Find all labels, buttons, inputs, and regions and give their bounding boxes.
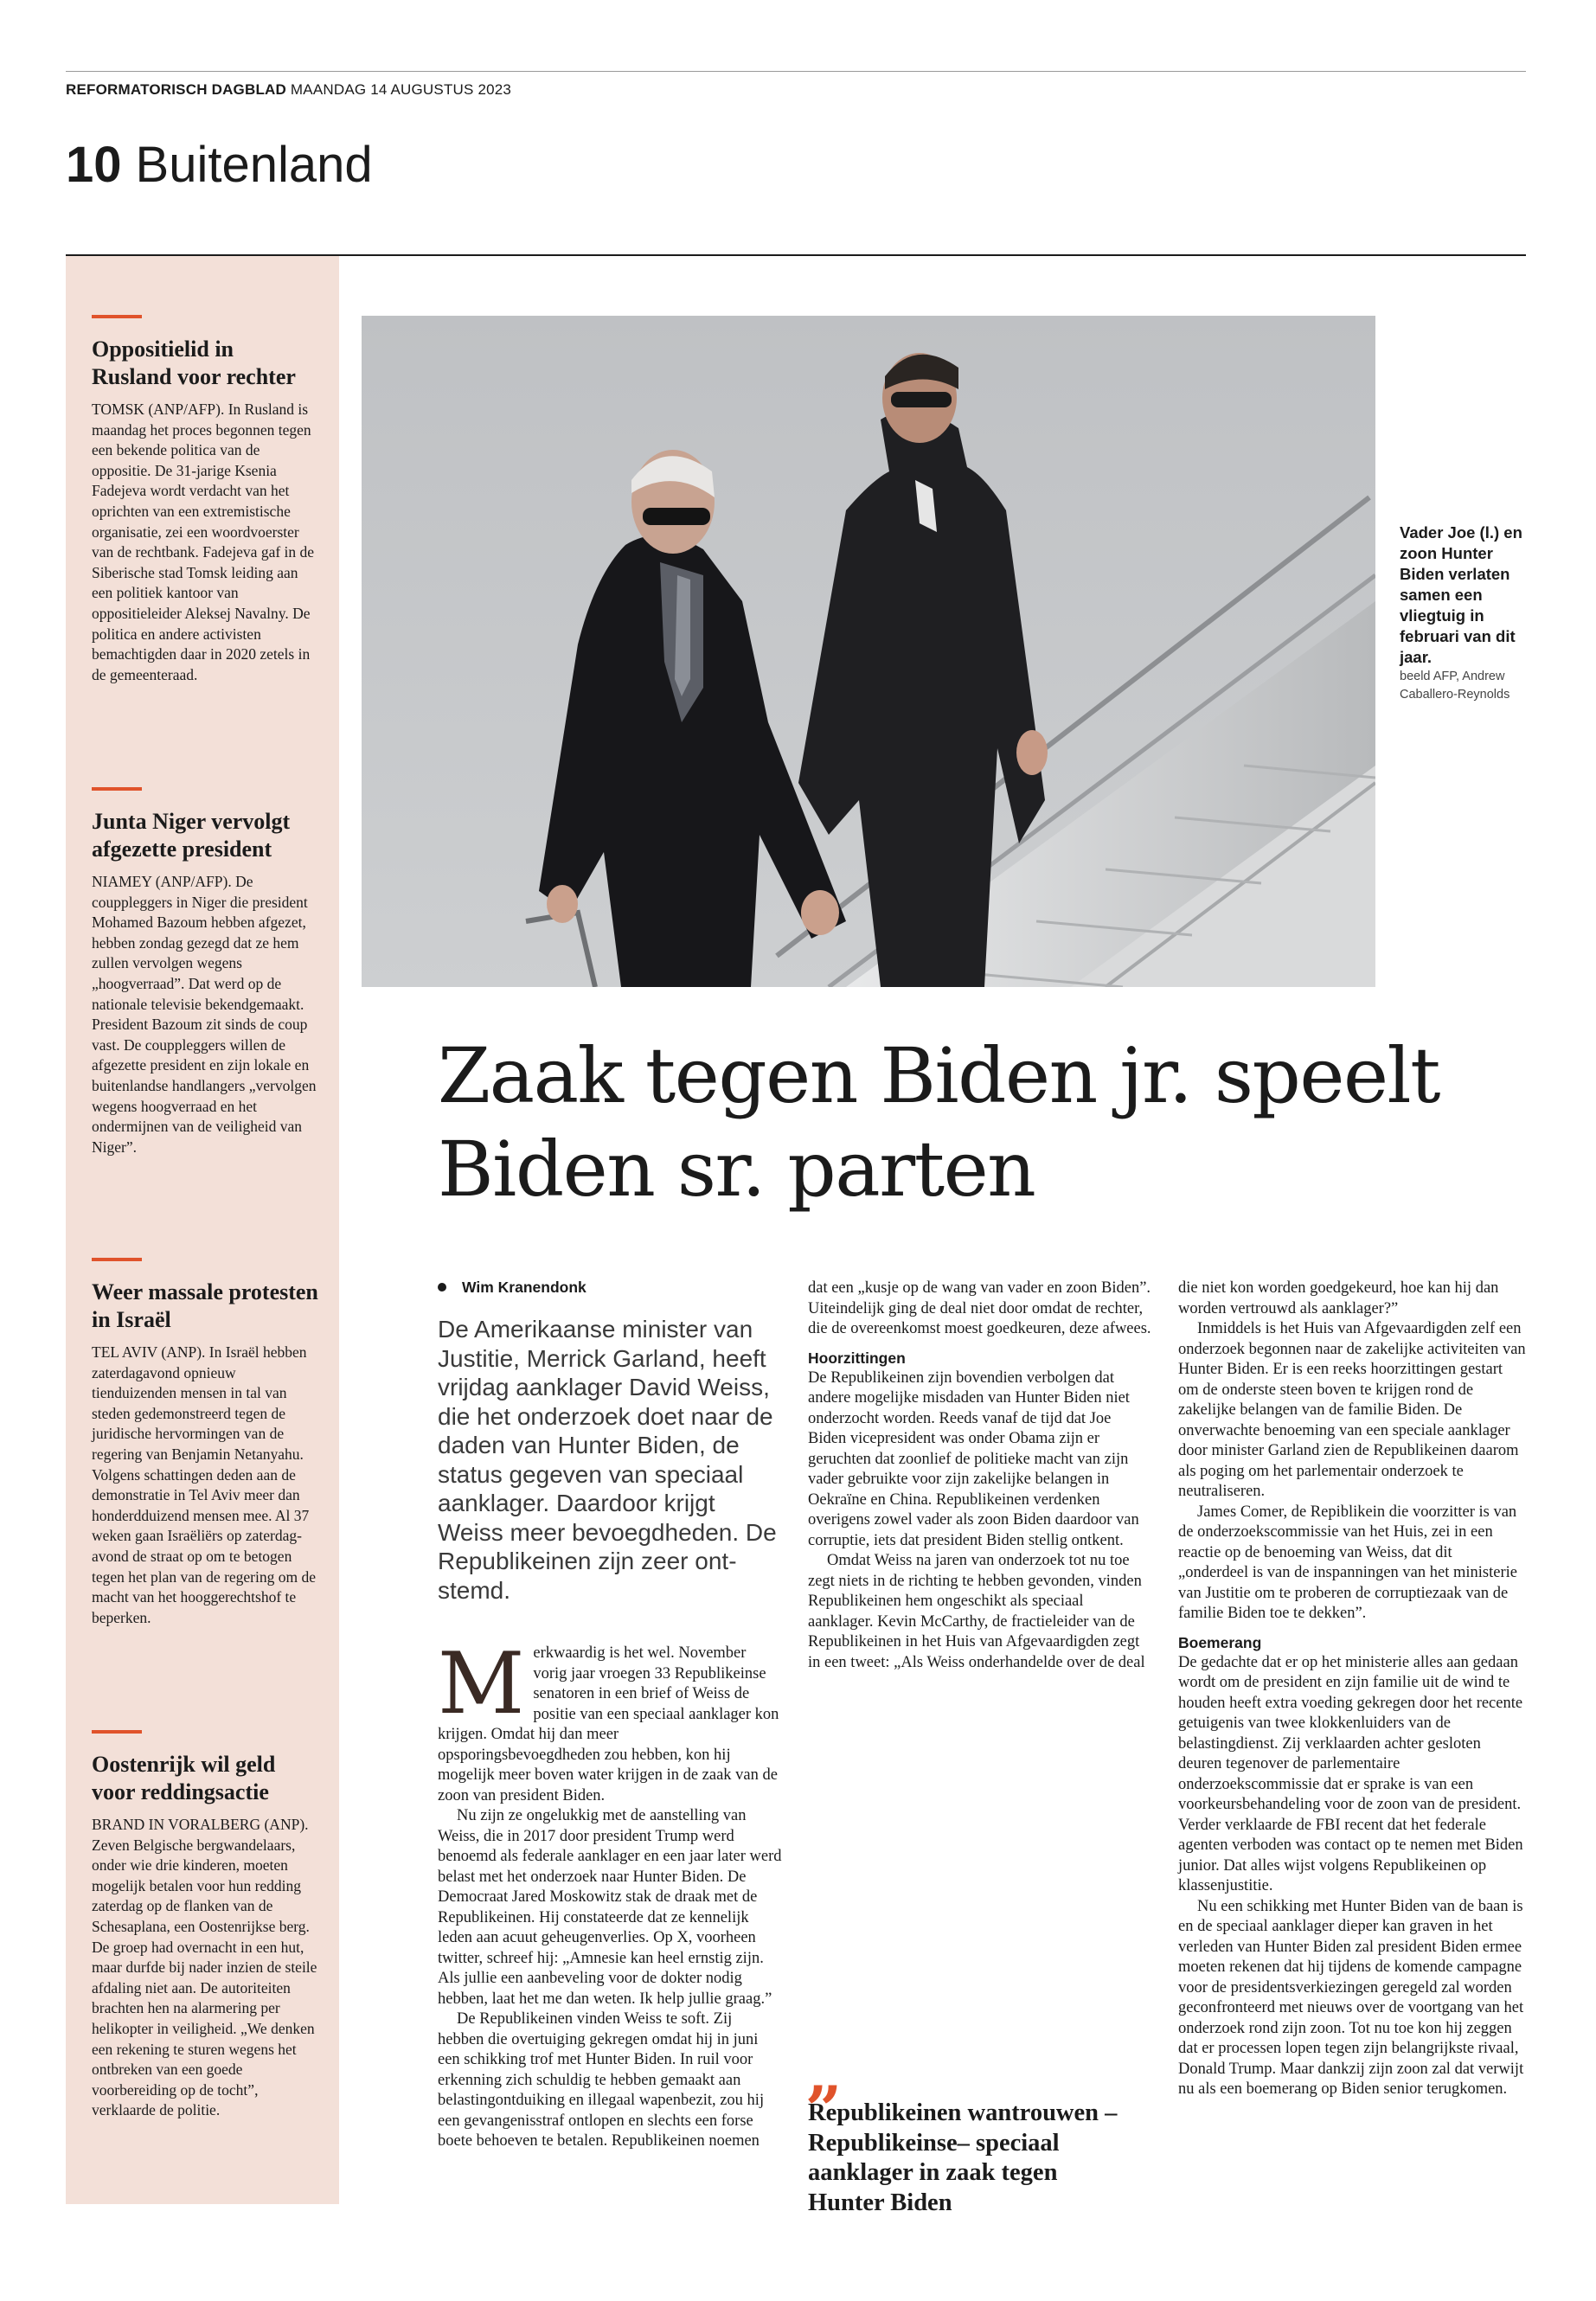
- brief-accent-dash: [92, 1258, 142, 1261]
- brief-body: TEL AVIV (ANP). In Israël hebben zaterdagavond opnieuw tienduizenden mensen in tal van steden gedemonstreerd tegen de juridische hervormingen van de regering van Benjamin Netanyahu. Volgens schattingen deden aan de demonstratie in Tel Aviv meer dan honderdduizend mensen mee. Al 37 weken gaan Israëliërs op zaterdagavond de straat op om te betogen tegen het plan van de regering om de macht van het hooggerechtshof te beperken.: [92, 1343, 316, 1626]
- article-column-3: [1178, 1279, 1526, 2100]
- body-paragraph: Nu zijn ze ongelukkig met de aanstelling van Weiss, die in 2017 door president Trump werd benoemd als federale aanklager en een jaar later werd belast met het onderzoek naar Hunter Biden. De Democraat Jared Moskowitz stak de draak met de Republikeinen. Hij constateerde dat ze kennelijk leden aan acuut geheugenverlies. Op X, voorheen twitter, schreef hij: „Amnesie kan heel ernstig zijn. Als jullie een aanbeveling voor de dokter nodig hebben, laat het me dan weten. Ik help jullie graag.”: [438, 1807, 782, 2008]
- body-paragraph: De Republikeinen zijn bovendien verbolgen dat andere mogelijke misdaden van Hunter Biden niet onderzocht worden. Reeds vanaf de tijd dat Joe Biden vicepresident was onder Obama zijn er geruchten dat zoonlief de politieke macht van zijn vader gebruikte voor zijn zakelijke belangen in Oekraïne en China. Republikeinen verdenken overigens zowel vader als zoon Biden daardoor van corruptie, iets dat president Biden stellig ontkent.: [808, 1368, 1139, 1549]
- brief-item: [92, 1258, 318, 1628]
- brief-title: Oppositielid in Rusland voor rechter: [92, 336, 296, 389]
- pull-quote: Republikeinen wantrouwen –Republikeinse– speciaal aanklager in zaak tegen Hunter Biden: [808, 2099, 1118, 2216]
- top-rule: [66, 71, 1526, 72]
- body-paragraph: Inmiddels is het Huis van Afgevaardigden zelf een onderzoek begonnen naar de zakelijke activiteiten van Hunter Biden. Er is een reeks hoorzittingen gestart om de onderste steen boven te krijgen rond de zakelijke belangen van de familie Biden. De onverwachte benoeming van een speciale aanklager door minister Garland zien de Republikeinen daarom als poging om het parlementair onderzoek te neutraliseren.: [1178, 1320, 1526, 1500]
- article-column-1: [438, 1635, 782, 2152]
- masthead: [66, 81, 511, 99]
- masthead-date: MAANDAG 14 AUGUSTUS 2023: [290, 81, 512, 98]
- body-paragraph: Omdat Weiss na jaren van onderzoek tot nu toe zegt niets in de richting te hebben gevonden, vinden Republikeinen hem ongeschikt als speciaal aanklager. Kevin McCarthy, de fractieleider van de Republikeinen in het Huis van Afgevaardigden zegt in een tweet: „Als Weiss onderhandelde over de deal: [808, 1552, 1145, 1671]
- body-paragraph: De gedachte dat er op het ministerie alles aan gedaan wordt om de president en zijn familie uit de wind te houden heeft extra voeding gekregen door het recente getuigenis van twee klokkenluiders van de belastingdienst. Zij verklaarden achter gesloten deuren tegenover de parlementaire onderzoekscommissie dat er sprake is van een voorkeursbehandeling voor de zoon van de president. Verder verklaarde de FBI recent dat het federale agenten verboden was contact op te nemen met Biden junior. Dat alles wijst volgens Republikeinen op klassenjustitie.: [1178, 1653, 1523, 1894]
- subheading: Hoorzittingen: [808, 1349, 906, 1367]
- brief-body: BRAND IN VORALBERG (ANP). Zeven Belgische bergwandelaars, onder wie drie kinderen, moeten mogelijk betalen voor hun redding zaterdag op de flanken van de Schesaplana, een Oostenrijkse berg. De groep had overnacht in een hut, maar durfde bij nader inzien de steile afdaling niet aan. De autoriteiten brachten hen na alarmering per helikopter in veiligheid. „We denken een rekening te sturen wegens het ontbreken van een goede voorbereiding op de tocht”, verklaarde de politie.: [92, 1816, 317, 2119]
- page-number: 10: [66, 137, 122, 193]
- drop-cap: M: [438, 1635, 525, 1734]
- article-column-2: [808, 1279, 1152, 1673]
- section-header: [66, 137, 373, 193]
- brief-title: Oostenrijk wil geld voor reddingsactie: [92, 1752, 276, 1804]
- brief-body: NIAMEY (ANP/AFP). De couppleggers in Niger die president Mohamed Bazoum hebben afgezet, hebben zondag gezegd dat ze hem zullen vervolgen wegens „hoogverraad”. Dat werd op de nationale televisie bekendgemaakt. President Bazoum zit sinds de coup vast. De couppleggers willen de afgezette president en zijn lokale en buitenlandse handlangers „vervolgen wegens hoogverraad en het ondermijnen van de veiligheid van Niger”.: [92, 873, 317, 1156]
- byline-bullet: [438, 1283, 446, 1292]
- section-name: Buitenland: [135, 137, 373, 193]
- article-photo: [362, 316, 1375, 987]
- headline-line: Zaak tegen Biden jr. speelt: [438, 1031, 1440, 1120]
- brief-title: Weer massale protesten in Israël: [92, 1279, 318, 1332]
- photo-credit: beeld AFP, Andrew Caballero-Reynolds: [1400, 670, 1510, 702]
- body-paragraph: Nu een schikking met Hunter Biden van de baan is en de speciaal aanklager dieper kan graven in het verleden van Hunter Biden zal president Biden ermee moeten rekenen dat hij tijdens de komende campagne voor de presidentsverkiezingen geregeld zal worden geconfronteerd met nieuws over de voortgang van het onderzoek rond zijn zoon. Tot nu toe kon hij zeggen dat er processen lopen tegen zijn belangrijkste rivaal, Donald Trump. Maar dankzij zijn zoon zal dat verwijt nu als een boemerang op Biden senior terugkomen.: [1178, 1897, 1524, 2098]
- body-paragraph: De Republikeinen vinden Weiss te soft. Zij hebben die overtuiging gekregen omdat hij in juni een schikking trof met Hunter Biden. In ruil voor erkenning zich schuldig te hebben gemaakt aan belastingontduiking en illegaal wapenbezit, zou hij een gevangenisstraf ontlopen en slechts een forse boete behoeven te betalen. Republikeinen noemen: [438, 2010, 765, 2150]
- paragraph-text: erkwaardig is het wel. November vorig jaar vroegen 33 Republikeinse senatoren in een brief of Weiss de positie van een speciaal aanklager kon krijgen. Omdat hij dan meer opsporingsbevoegdheden zou hebben, kon hij mogelijk meer boven water krijgen in de zaak van de zoon van president Biden.: [438, 1644, 779, 1804]
- brief-body: TOMSK (ANP/AFP). In Rusland is maandag het proces begonnen tegen een bekende politica van de oppositie. De 31-jarige Ksenia Fadejeva wordt verdacht van het oprichten van een extremistische organisatie, zei een woordvoerster van de rechtbank. Fadejeva gaf in de Siberische stad Tomsk leiding aan een politiek kantoor van oppositieleider Aleksej Navalny. De politica en andere activisten bemachtigden daar in 2020 zetels in de gemeenteraad.: [92, 401, 315, 683]
- caption-text: Vader Joe (l.) en zoon Hunter Biden verlaten samen een vliegtuig in februari van dit jaar.: [1400, 523, 1522, 666]
- brief-title: Junta Niger vervolgt afgezette president: [92, 809, 291, 862]
- brief-accent-dash: [92, 787, 142, 791]
- quote-mark-icon: „: [806, 2036, 843, 2111]
- subheading: Boemerang: [1178, 1633, 1262, 1651]
- article-headline: [438, 1029, 1528, 1216]
- brief-accent-dash: [92, 1730, 142, 1734]
- headline-line: Biden sr. parten: [438, 1125, 1035, 1214]
- body-paragraph: [438, 1635, 782, 1806]
- brief-item: [92, 787, 318, 1157]
- body-paragraph: die niet kon worden goedgekeurd, hoe kan hij dan worden vertrouwd als aanklager?”: [1178, 1279, 1499, 1317]
- brief-item: [92, 315, 318, 685]
- news-briefs-sidebar: [66, 256, 339, 2204]
- brief-accent-dash: [92, 315, 142, 318]
- masthead-paper: REFORMATORISCH DAGBLAD: [66, 81, 286, 98]
- photo-caption: [1400, 522, 1526, 704]
- body-paragraph: dat een „kusje op de wang van vader en zoon Biden”. Uiteindelijk ging de deal niet door omdat de rechter, die de overeenkomst moest goedkeuren, deze afwees.: [808, 1279, 1151, 1337]
- brief-item: [92, 1730, 318, 2121]
- body-paragraph: James Comer, de Repiblikein die voorzitter is van de onderzoekscommissie van het Huis, zei in een reactie op de benoeming van Weiss, dat dit „onderdeel is van de inspanningen van het ministerie van Justitie om te proberen de corruptiezaak van de familie Biden toe te dekken”.: [1178, 1503, 1517, 1622]
- byline: [438, 1279, 586, 1297]
- author-name: Wim Kranendonk: [462, 1279, 586, 1296]
- article-intro: De Amerikaanse minister van Justitie, Merrick Garland, heeft vrijdag aanklager David Weiss, die het onderzoek doet naar de daden van Hunter Biden, de status gegeven van speciaal aanklager. Daardoor krijgt Weiss meer bevoegdheden. De Republikeinen zijn zeer ontstemd.: [438, 1316, 777, 1604]
